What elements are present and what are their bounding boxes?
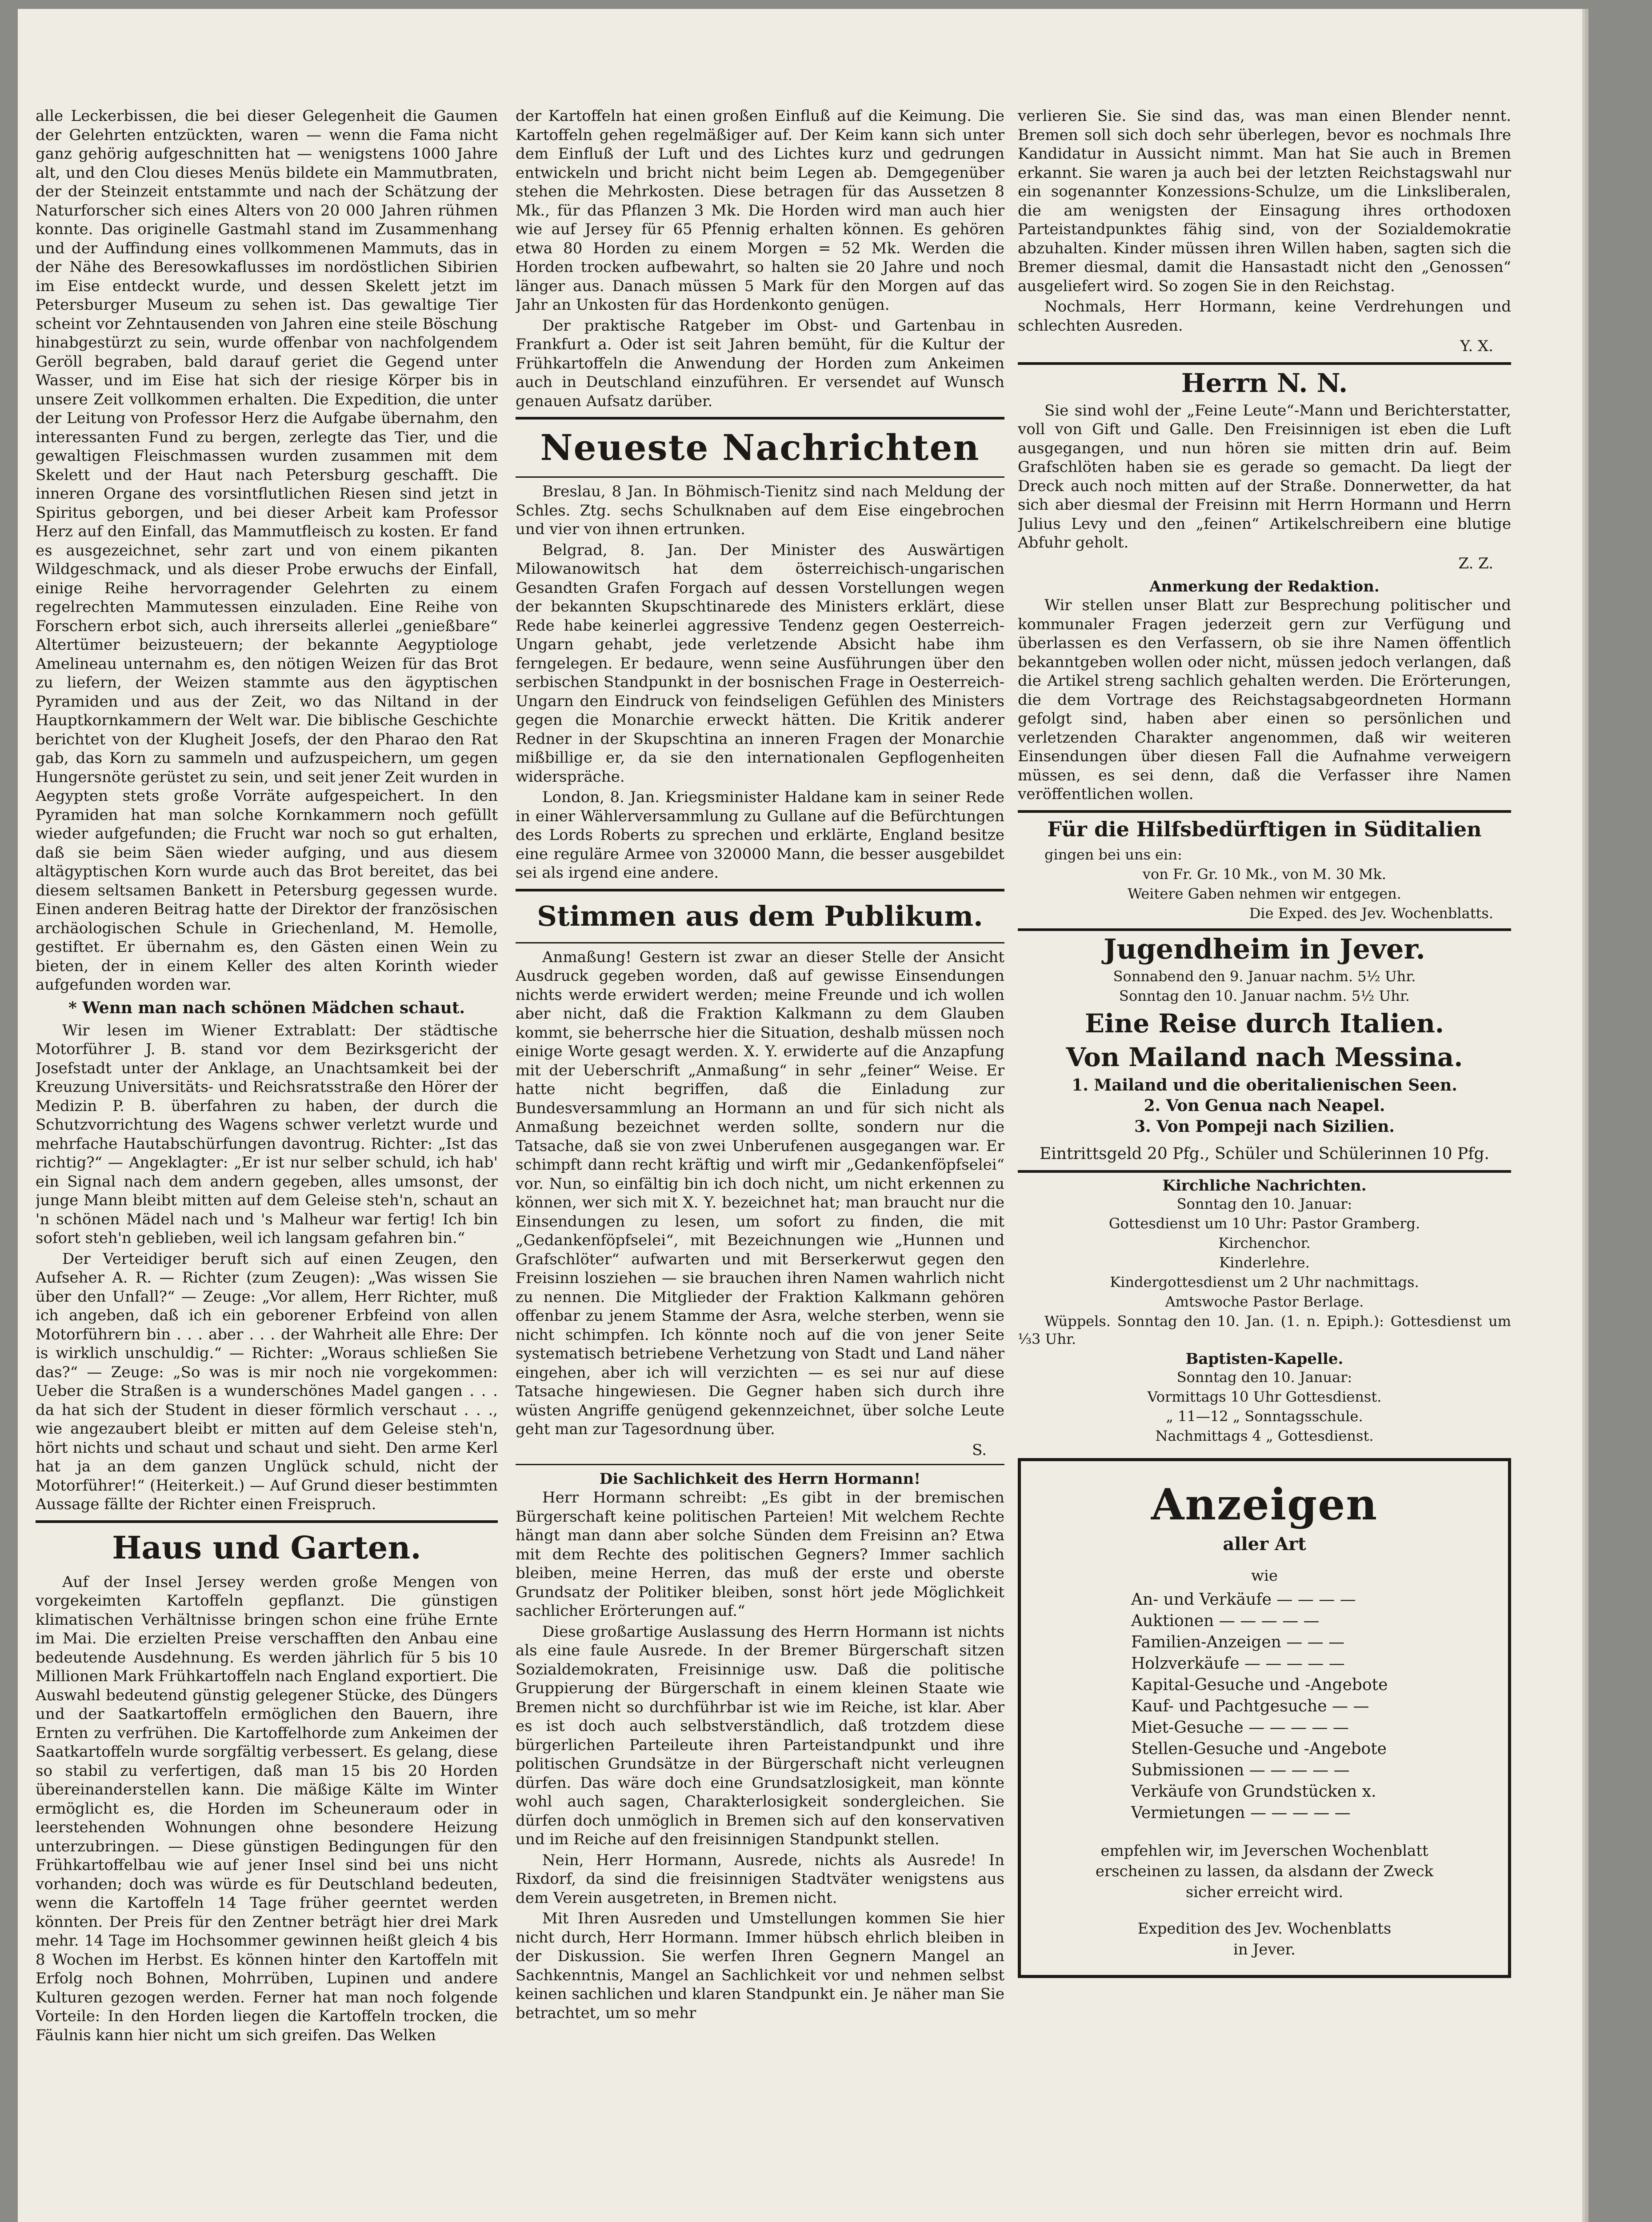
anzeigen-item: Familien-Anzeigen — — — — [1131, 1633, 1345, 1651]
anzeigen-item: Auktionen — — — — — — [1131, 1611, 1320, 1630]
divider — [1018, 362, 1511, 365]
divider — [516, 942, 1004, 943]
divider — [36, 1520, 498, 1523]
sachlichkeit-text-1: Herr Hormann schreibt: „Es gibt in der bremischen Bürgerschaft keine politischen Parteien! Mit welchem Rechte hängt man dann aber solche Sünden dem Freisinn an? Etwa mit dem Rechte des politischen Gegners? Immer sachlich bleiben, meine Herren, das muß der erste und oberste Grundsatz der Politiker bleiben, sonst hört jede Möglichkeit sachlicher Erörterungen auf.“ — [516, 1489, 1004, 1620]
news-breslau: Breslau, 8 Jan. In Böhmisch-Tienitz sind nach Meldung der Schles. Ztg. sechs Schulknaben auf dem Eise eingebrochen und vier von ihnen ertrunken. — [516, 483, 1004, 538]
anzeigen-wie: wie — [1251, 1567, 1278, 1585]
reise-part: 2. Von Genua nach Neapel. — [1144, 1096, 1385, 1115]
divider — [516, 476, 1004, 478]
hilfs-line: gingen bei uns ein: — [1044, 846, 1182, 863]
herrn-nn-heading: Herrn N. N. — [1181, 368, 1348, 398]
divider — [516, 417, 1004, 420]
anzeigen-item: Vermietungen — — — — — — [1131, 1803, 1351, 1822]
anmerkung-heading: Anmerkung der Redaktion. — [1149, 578, 1380, 595]
kirche-line: Kirchenchor. — [1218, 1234, 1311, 1251]
ratgeber-text: Der praktische Ratgeber im Obst- und Gartenbau in Frankfurt a. Oder ist seit Jahren bemüht, für die Kultur der Frühkartoffeln die Anwendung der Horden zum Ankeimen auch in Deutschland einzuführen. Er versendet auf Wunsch genauen Aufsatz darüber. — [516, 316, 1004, 410]
column-1 — [36, 107, 498, 2046]
kartoffel-article-cont: der Kartoffeln hat einen großen Einfluß auf die Keimung. Die Kartoffeln gehen regelmäßiger auf. Der Keim kann sich unter dem Einfluß der Luft und des Lichtes kurz und gedrungen entwickeln und bricht nicht beim Legen ab. Demgegenüber stehen die Mehrkosten. Diese betragen für das Aussetzen 8 Mk., für das Pflanzen 3 Mk. Die Horden wird man auch hier wie auf Jersey für 65 Pfennig erhalten können. Es gehören etwa 80 Horden zu einem Morgen = 52 Mk. Werden die Horden trocken aufbewahrt, so halten sie 20 Jahre und noch länger aus. Danach müssen 5 Mark für den Morgen auf das Jahr an Unkosten für das Hordenkonto genügen. — [516, 107, 1004, 314]
mailand-heading: Von Mailand nach Messina. — [1066, 1042, 1463, 1072]
kirche-line: Gottesdienst um 10 Uhr: Pastor Gramberg. — [1108, 1215, 1420, 1232]
anzeigen-item: Stellen-Gesuche und -Angebote — [1131, 1739, 1387, 1758]
anzeigen-item: Kapital-Gesuche und -Angebote — [1131, 1675, 1388, 1694]
hormann-text-cont: verlieren Sie. Sie sind das, was man einen Blender nennt. Bremen soll sich doch sehr überlegen, bevor es nochmals Ihre Kandidatur in Aussicht nimmt. Man hat Sie auch in Bremen erkannt. Sie waren ja auch bei der letzten Reichstagswahl nur ein sogenannter Konzessions-Schulze, um die Linksliberalen, die am wenigsten der Einsagung ihres orthodoxen Parteistandpunktes fähig sind, von der Sozialdemokratie abzuhalten. Kinder müssen ihren Willen haben, sagten sich die Bremer diesmal, damit die Hansastadt nicht den „Genossen“ ausgeliefert wird. So zogen Sie in den Reichstag. — [1018, 107, 1511, 295]
hilfs-line: Die Exped. des Jev. Wochenblatts. — [1249, 904, 1493, 922]
anzeigen-item: Holzverkäufe — — — — — — [1131, 1654, 1345, 1673]
news-london: London, 8. Jan. Kriegsminister Haldane kam in seiner Rede in einer Wählerversammlung zu Gullane auf die Befürchtungen des Lords Roberts zu sprechen und erklärte, England besitze eine reguläre Armee von 320000 Mann, die besser ausgebildet sei als irgend eine andere. — [516, 788, 1004, 882]
anzeigen-item: Verkäufe von Grundstücken x. — [1131, 1782, 1376, 1801]
jugendheim-date: Sonntag den 10. Januar nachm. 5½ Uhr. — [1119, 987, 1410, 1004]
signature: Z. Z. — [1458, 554, 1493, 572]
anzeigen-list — [1131, 1589, 1398, 1824]
sachlichkeit-text-4: Mit Ihren Ausreden und Umstellungen kommen Sie hier nicht durch, Herr Hormann. Immer hübsch ehrlich bleiben in der Diskussion. Sie werfen Ihren Gegnern Mangel an Sachkenntnis, Mangel an Sachlichkeit vor und nehmen selbst keinen sachlichen und klaren Standpunkt ein. Je näher man Sie betrachtet, um so mehr — [516, 1910, 1004, 2022]
eintritt-text: Eintrittsgeld 20 Pfg., Schüler und Schülerinnen 10 Pfg. — [1040, 1145, 1489, 1163]
anzeigen-item: An- und Verkäufe — — — — — [1131, 1590, 1356, 1609]
anzeigen-title: Anzeigen — [1151, 1479, 1378, 1530]
herrn-nn-text: Sie sind wohl der „Feine Leute“-Mann und Berichterstatter, voll von Gift und Galle. Den Freisinnigen ist eben die Luft ausgegangen, und nun hören sie mitten drin auf. Beim Grafschlöten haben sie es gerade so gemacht. Da liegt der Dreck auch noch mitten auf der Straße. Donnerwetter, da hat sich aber diesmal der Freisinn mit Herrn Hormann und Herrn Julius Levy und den „feinen“ Artikelschreibern eine blutige Abfuhr geholt. — [1018, 401, 1511, 552]
hilfs-line: Weitere Gaben nehmen wir entgegen. — [1128, 885, 1401, 902]
mammut-article-text: alle Leckerbissen, die bei dieser Gelegenheit die Gaumen der Gelehrten entzückten, waren — wenn die Fama nicht ganz gehörig aufgeschnitten hat — wenigstens 1000 Jahre alt, und den Clou dieses Menüs bildete ein Mammutbraten, der der Steinzeit entstammte und nach der Schätzung der Naturforscher sich eines Alters von 20 000 Jahren rühmen konnte. Das originelle Gastmahl stand im Zusammenhang und der Auffindung eines vollkommenen Mammuts, das in der Nähe des Beresowkaflusses im nordöstlichen Sibirien im Eise entdeckt wurde, und dessen Skelett jetzt im Petersburger Museum zu sehen ist. Das gewaltige Tier scheint vor Zehntausenden von Jahren eine steile Böschung hinabgestürzt zu sein, wurde offenbar von nachfolgendem Geröll begraben, bald darauf geriet die Gegend unter Wasser, und im Eise hat sich der riesige Körper bis in unsere Zeit vollkommen erhalten. Die Expedition, die unter der Leitung von Professor Herz die Aufgabe übernahm, den interessanten Fund zu bergen, zerlegte das Tier, und die gewaltigen Fleischmassen wurden zusammen mit dem Skelett und der Haut nach Petersburg geschafft. Die inneren Organe des vorsintflutlichen Riesen sind jetzt in Spiritus geborgen, und bei dieser Arbeit kam Professor Herz auf den Einfall, das Mammutfleisch zu kosten. Er fand es ausgezeichnet, sehr zart und von einem pikanten Wildgeschmack, und als dieser Probe erwuchs der Einfall, einige Reihe hervorragender Gelehrten zu einem regelrechten Mammutessen einzuladen. Eine Reihe von Forschern erbot sich, auch ihrerseits allerlei „genießbare“ Altertümer beizusteuern; der bekannte Aegyptiologe Amelineau unternahm es, den nötigen Weizen für das Brot zu liefern, der Weizen stammte aus den ägyptischen Pyramiden und aus der Zeit, wo das Niltand in der Hauptkornkammern der Welt war. Die biblische Geschichte berichtet von der Klugheit Josefs, der den Pharao den Rat gab, das Korn zu sammeln und aufzuspeichern, um gegen Hungersnöte gerüstet zu sein, und seit jener Zeit wurden in Aegypten stets große Vorräte aufgespeichert. In den Pyramiden hat man solche Kornkammern noch gefüllt wieder aufgefunden; die Frucht war noch so gut erhalten, daß sie beim Säen wieder aufging, und aus diesem altägyptischen Korn wurde auch das Brot bereitet, das bei diesem seltsamen Bankett in Petersburg gegessen wurde. Einen anderen Beitrag hatte der Direktor der französischen archäologischen Schule in Griechenland, M. Hemolle, gestiftet. Er übernahm es, den Gästen einen Wein zu bieten, der in einem Keller des alten Korinth wieder aufgefunden worden war. — [36, 107, 498, 994]
divider — [1018, 1170, 1511, 1173]
anzeigen-item: Submissionen — — — — — — [1131, 1761, 1350, 1779]
anzeigen-item: Miet-Gesuche — — — — — — [1131, 1718, 1349, 1737]
sachlichkeit-text-2: Diese großartige Auslassung des Herrn Hormann ist nichts als eine faule Ausrede. In der Bremer Bürgerschaft sitzen Sozialdemokraten, Freisinnige usw. Daß die politische Gruppierung der Bürgerschaft in einem kleinen Staate wie Bremen nicht so durchführbar ist wie im Reiche, ist klar. Aber es ist doch auch selbstverständlich, daß trotzdem diese bürgerlichen Parteileute ihren Parteistandpunkt und ihre politischen Grundsätze in der Bürgerschaft nicht verleugnen dürfen. Das wäre doch eine Grundsatzlosigkeit, man könnte wohl auch sagen, Charakterlosigkeit sondergleichen. Sie dürfen doch unmöglich in Bremen sich auf den konservativen und im Reiche auf den freisinnigen Standpunkt stellen. — [516, 1623, 1004, 1848]
anzeigen-item: Kauf- und Pachtgesuche — — — [1131, 1697, 1369, 1715]
hormann-text-end: Nochmals, Herr Hormann, keine Verdrehungen und schlechten Ausreden. — [1018, 298, 1511, 335]
hilfs-heading: Für die Hilfsbedürftigen in Süditalien — [1047, 817, 1482, 841]
baptisten-line: Nachmittags 4 „ Gottesdienst. — [1155, 1427, 1374, 1444]
divider — [1018, 810, 1511, 813]
haus-garten-heading: Haus und Garten. — [112, 1529, 421, 1566]
signature: Y. X. — [1460, 337, 1493, 355]
divider — [516, 1464, 1004, 1465]
anzeigen-footer: in Jever. — [1233, 1940, 1296, 1958]
anzeigen-footer: erscheinen zu lassen, da alsdann der Zweck — [1095, 1862, 1434, 1880]
kartoffel-article-text: Auf der Insel Jersey werden große Mengen von vorgekeimten Kartoffeln gepflanzt. Die günstigen klimatischen Verhältnisse bringen schon eine frühe Ernte im Mai. Die erzielten Preise verschafften den Anbau eine bedeutende Ausdehnung. Es werden jährlich für 5 bis 10 Millionen Mark Frühkartoffeln nach England exportiert. Die Auswahl bedeutend günstig gelegener Stücke, des Düngers und der Saatkartoffeln ermöglichen den Bauern, ihre Ernten zu verfrühen. Die Kartoffelhorde zum Ankeimen der Saatkartoffeln wurde sorgfältig verbessert. Es gelang, diese so stabil zu verfertigen, daß man 15 bis 20 Horden übereinanderstellen kann. Die mäßige Kälte im Winter ermöglicht es, die Horden im Scheuneraum oder in leerstehenden Wohnungen ohne besondere Heizung unterzubringen. — Diese günstigen Bedingungen für den Frühkartoffelbau wie auf jener Insel sind bei uns nicht vorhanden; doch was würde es für Deutschland bedeuten, wenn die Kartoffeln 14 Tage früher geerntet werden könnten. Der Preis für den Zentner beträgt hier drei Mark mehr. 14 Tage im Hochsommer gewinnen heißt gleich 4 bis 8 Wochen im Herbst. Es können hinter den Kartoffeln mit Erfolg noch Bohnen, Mohrrüben, Lupinen und andere Kulturen gezogen werden. Ferner hat man noch folgende Vorteile: In den Horden liegen die Kartoffeln trocken, die Fäulnis kann hier nicht um sich greifen. Das Welken — [36, 1573, 498, 2044]
divider — [516, 889, 1004, 891]
column-2 — [516, 107, 1004, 2024]
news-belgrad: Belgrad, 8. Jan. Der Minister des Auswärtigen Milowanowitsch hat dem österreichisch-ungarischen Gesandten Grafen Forgach auf dessen Vorstellungen wegen der bekannten Skupschtinarede des Ministers erklärt, diese Rede habe keinerlei aggressive Tendenz gegen Oesterreich-Ungarn gehabt, jede verletzende Absicht habe ihm ferngelegen. Er bedaure, wenn seine Ausführungen über den serbischen Standpunkt in der bosnischen Frage in Oesterreich-Ungarn den Eindruck von feindseligen Gefühlen des Ministers gegen die Monarchie erweckt hätten. Die Kritik anderer Redner in der Skupschtina an inneren Fragen der Monarchie mißbillige er, da sie den internationalen Gepflogenheiten widerspräche. — [516, 541, 1004, 786]
jugendheim-date: Sonnabend den 9. Januar nachm. 5½ Uhr. — [1113, 967, 1416, 985]
kirche-line: Kindergottesdienst um 2 Uhr nachmittags. — [1110, 1273, 1419, 1291]
anzeigen-footer: sicher erreicht wird. — [1185, 1883, 1344, 1901]
divider — [1018, 928, 1511, 931]
kirche-line: Kinderlehre. — [1219, 1254, 1310, 1271]
kirche-line: Amtswoche Pastor Berlage. — [1165, 1293, 1364, 1310]
baptisten-line: „ 11—12 „ Sonntagsschule. — [1166, 1407, 1363, 1425]
anzeigen-footer: Expedition des Jev. Wochenblatts — [1137, 1920, 1392, 1938]
wueppels-line: Wüppels. Sonntag den 10. Jan. (1. n. Epiph.): Gottesdienst um ⅓3 Uhr. — [1018, 1312, 1511, 1347]
reise-part: 3. Von Pompeji nach Sizilien. — [1134, 1117, 1395, 1136]
anzeigen-sub: aller Art — [1223, 1533, 1306, 1555]
maedchen-article-text-2: Der Verteidiger beruft sich auf einen Zeugen, den Aufseher A. R. — Richter (zum Zeugen): „Was wissen Sie über den Unfall?“ — Zeuge: „Vor allem, Herr Richter, muß ich angeben, daß ich ein geborener Erbfeind von allen Motorführern bin . . . aber . . . der Wahrheit alle Ehre: Der is wirklich unschuldig.“ — Richter: „Woraus schließen Sie das?“ — Zeuge: „So was is mir noch nie vorgekommen: Ueber die Straßen is a wunderschönes Madel gangen . . . da hat sich der Student in dieser förmlich verschaut . . ., wie angezaubert bleibt er mitten auf dem Geleise steh'n, hört nichts und schaut und schaut und sieht. Den arme Kerl hat ja an dem ganzen Unglück schuld, nicht der Motorführer!“ (Heiterkeit.) — Auf Grund dieser bestimmten Aussage fällte der Richter einen Freispruch. — [36, 1250, 498, 1513]
stimmen-heading: Stimmen aus dem Publikum. — [537, 899, 983, 932]
anmassung-text: Anmaßung! Gestern ist zwar an dieser Stelle der Ansicht Ausdruck gegeben worden, daß auf gewisse Einsendungen nichts werde erwidert werden; meine Freunde und ich wollen aber nicht, daß die Fraktion Kalkmann zu dem Glauben kommt, sie beherrsche hier die Situation, deshalb müssen noch einige Worte gesagt werden. X. Y. erwiderte auf die Anzapfung mit der Ueberschrift „Anmaßung“ in sehr „feiner“ Weise. Er hatte nicht begriffen, daß die Einladung zur Bundesversammlung an Hormann an und für sich nicht als Anmaßung bezeichnet werden sollte, sondern nur die Tatsache, daß sie von zwei Unberufenen ausgegangen war. Er schimpft dann recht kräftig und wirft mir „Gedankenföpfselei“ vor. Nun, so einfältig bin ich doch nicht, um nicht erkennen zu können, wer sich mit X. Y. bezeichnet hat; man braucht nur die Einsendungen zu lesen, um sofort zu finden, die mit „Gedankenföpfselei“, mit Bezeichnungen wie „Hunnen und Grafschlöter“ aufwarten und mit Berserkerwut gegen den Freisinn losziehen — sie brauchen ihren Namen wahrlich nicht zu nennen. Die Mitglieder der Fraktion Kalkmann gehören offenbar zu jenem Stamme der Asra, welche sterben, wenn sie nicht schimpfen. Ich könnte noch auf die von jener Seite systematisch betriebene Verhetzung von Stadt und Land näher eingehen, aber ich will verzichten — es sei nur auf diese Tatsache hingewiesen. Die Gegner haben sich durch ihre wüsten Angriffe genügend gekennzeichnet, über solche Leute geht man zur Tagesordnung über. — [516, 948, 1004, 1438]
maedchen-article-text: Wir lesen im Wiener Extrablatt: Der städtische Motorführer J. B. stand vor dem Bezirksgericht der Josefstadt unter der Anklage, an Unachtsamkeit bei der Kreuzung Universitäts- und Reichsratsstraße den Hörer der Medizin P. B. überfahren zu haben, der durch die Schutzvorrichtung des Wagens schwer verletzt wurde und mehrfache Hautabschürfungen davontrug. Richter: „Ist das richtig?“ — Angeklagter: „Er ist nur selber schuld, ich hab' ein Signal nach dem andern gegeben, alles umsonst, der junge Mann bleibt mitten auf dem Geleise steh'n, schaut an 'n schönen Mädel nach und 's Malheur war fertig! Ich bin sofort steh'n geblieben, weil ich langsam gefahren bin.“ — [36, 1021, 498, 1247]
anmerkung-text: Wir stellen unser Blatt zur Besprechung politischer und kommunaler Fragen jederzeit gern zur Verfügung und überlassen es den Verfassern, ob sie ihre Namen öffentlich bekanntgeben wollen oder nicht, müssen jedoch verlangen, daß die Artikel streng sachlich gehalten werden. Die Erörterungen, die dem Vortrage des Reichstagsabgeordneten Hormann gefolgt sind, haben aber einen so persönlichen und verletzenden Charakter angenommen, daß wir weiteren Einsendungen über diesen Fall die Aufnahme verweigern müssen, es sei denn, daß die Verfasser ihre Namen veröffentlichen wollen. — [1018, 596, 1511, 803]
baptisten-line: Sonntag den 10. Januar: — [1176, 1368, 1352, 1386]
sachlichkeit-heading: Die Sachlichkeit des Herrn Hormann! — [599, 1470, 921, 1488]
sachlichkeit-text-3: Nein, Herr Hormann, Ausrede, nichts als Ausrede! In Rixdorf, da sind die freisinnigen Stadtväter wenigstens aus dem Verein ausgetreten, in Bremen nicht. — [516, 1851, 1004, 1907]
column-3 — [1018, 107, 1511, 1978]
reise-heading: Eine Reise durch Italien. — [1084, 1008, 1444, 1039]
anzeigen-box — [1018, 1458, 1511, 1978]
maedchen-heading: * Wenn man nach schönen Mädchen schaut. — [68, 998, 465, 1017]
baptisten-heading: Baptisten-Kapelle. — [1185, 1350, 1344, 1368]
anzeigen-footer: empfehlen wir, im Jeverschen Wochenblatt — [1100, 1842, 1428, 1860]
newspaper-page — [18, 9, 1582, 2222]
jugendheim-heading: Jugendheim in Jever. — [1104, 932, 1425, 965]
kirche-line: Sonntag den 10. Januar: — [1176, 1195, 1352, 1212]
kirchliche-heading: Kirchliche Nachrichten. — [1162, 1176, 1367, 1195]
reise-part: 1. Mailand und die oberitalienischen Seen. — [1072, 1075, 1457, 1095]
signature: S. — [972, 1441, 987, 1459]
neueste-nachrichten-heading: Neueste Nachrichten — [540, 427, 980, 468]
hilfs-line: von Fr. Gr. 10 Mk., von M. 30 Mk. — [1142, 865, 1387, 883]
baptisten-line: Vormittags 10 Uhr Gottesdienst. — [1147, 1388, 1382, 1405]
